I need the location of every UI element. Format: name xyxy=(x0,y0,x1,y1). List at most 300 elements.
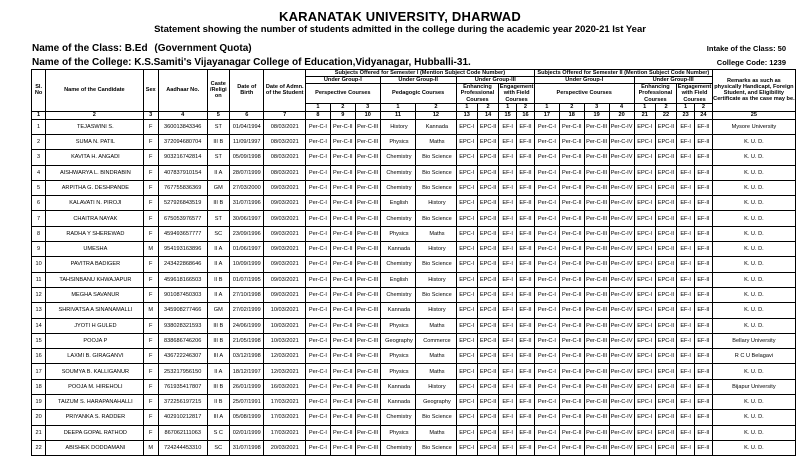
admission-table xyxy=(31,69,796,456)
dob-cell: 05/09/1998 xyxy=(230,150,264,165)
sex-cell: F xyxy=(143,349,158,364)
sl-cell: 16 xyxy=(32,349,46,364)
subject-number: 1 xyxy=(634,103,655,111)
admission-date-cell: 10/03/2021 xyxy=(264,318,306,333)
subject-number: 4 xyxy=(609,103,634,111)
admission-date-cell: 09/03/2021 xyxy=(264,196,306,211)
column-number: 21 xyxy=(634,111,655,119)
remarks-cell: K. U. D. xyxy=(712,272,795,287)
column-number: 10 xyxy=(355,111,380,119)
sem1-ef-2: EF-II xyxy=(517,135,535,150)
sem2-epc-2: EPC-II xyxy=(655,379,676,394)
sem2-ef-1: EF-I xyxy=(677,196,695,211)
dob-cell: 27/02/1999 xyxy=(230,303,264,318)
sem1-persp-2: Per-C-II xyxy=(330,272,355,287)
caste-cell: III B xyxy=(207,379,230,394)
col-sex: Sex xyxy=(143,70,158,112)
sem1-pedagogic-1: Kannada xyxy=(380,395,416,410)
sem2-persp-1: Per-C-I xyxy=(534,180,559,195)
table-row xyxy=(32,257,796,272)
sem2-persp-3: Per-C-III xyxy=(584,440,609,455)
sem2-persp-2: Per-C-II xyxy=(559,440,584,455)
sem1-epc-1: EPC-I xyxy=(456,272,477,287)
sl-cell: 12 xyxy=(32,287,46,302)
sem2-ef-2: EF-II xyxy=(695,165,713,180)
sem2-persp-3: Per-C-III xyxy=(584,257,609,272)
table-row xyxy=(32,180,796,195)
sem2-ef-2: EF-II xyxy=(695,410,713,425)
sem1-epc-2: EPC-II xyxy=(477,287,498,302)
caste-cell: III A xyxy=(207,349,230,364)
sem1-epc-1: EPC-I xyxy=(456,196,477,211)
sem1-persp-1: Per-C-I xyxy=(305,150,330,165)
sem1-epc-2: EPC-II xyxy=(477,379,498,394)
sem1-persp-2: Per-C-II xyxy=(330,242,355,257)
sem1-pedagogic-2: Kannada xyxy=(416,119,456,134)
sex-cell: F xyxy=(143,364,158,379)
caste-cell: II A xyxy=(207,165,230,180)
aadhaar-cell: 761935417807 xyxy=(158,379,207,394)
sem1-pedagogic-2: Maths xyxy=(416,135,456,150)
sem1-epc-1: EPC-I xyxy=(456,333,477,348)
sem1-pedagogic-2: Commerce xyxy=(416,333,456,348)
sem1-pedagogic-1: English xyxy=(380,272,416,287)
sem2-epc-1: EPC-I xyxy=(634,242,655,257)
sem1-persp-3: Per-C-III xyxy=(355,333,380,348)
sem2-epc-2: EPC-II xyxy=(655,135,676,150)
sem1-engagement: Engagement with Field Courses xyxy=(499,84,534,103)
sl-cell: 5 xyxy=(32,180,46,195)
sem2-epc-1: EPC-I xyxy=(634,287,655,302)
sem1-persp-3: Per-C-III xyxy=(355,211,380,226)
sem1-pedagogic-2: Maths xyxy=(416,425,456,440)
remarks-cell: K. U. D. xyxy=(712,180,795,195)
dob-cell: 27/03/2000 xyxy=(230,180,264,195)
table-row xyxy=(32,150,796,165)
college-name: Name of the College: K.S.Samiti's Vijayanagar College of Education,Vidyanagar, Hubballi-31. xyxy=(32,57,471,68)
college-code: College Code: 1239 xyxy=(716,58,786,67)
candidate-name: ARPITHA G. DESHPANDE xyxy=(46,180,143,195)
admission-date-cell: 17/03/2021 xyxy=(264,395,306,410)
column-number: 5 xyxy=(207,111,230,119)
sl-cell: 17 xyxy=(32,364,46,379)
sem2-persp-1: Per-C-I xyxy=(534,425,559,440)
admission-date-cell: 09/03/2021 xyxy=(264,272,306,287)
candidate-name: RADHA Y SHEREWAD xyxy=(46,226,143,241)
dob-cell: 05/08/1999 xyxy=(230,410,264,425)
sem1-pedagogic-2: History xyxy=(416,196,456,211)
sem1-enhancing: Enhancing Professional Courses xyxy=(456,84,499,103)
aadhaar-cell: 253217956150 xyxy=(158,364,207,379)
table-row xyxy=(32,242,796,257)
sem2-ef-1: EF-I xyxy=(677,440,695,455)
sem1-persp-3: Per-C-III xyxy=(355,364,380,379)
sl-cell: 14 xyxy=(32,318,46,333)
sem2-persp-3: Per-C-III xyxy=(584,395,609,410)
sem2-epc-2: EPC-II xyxy=(655,349,676,364)
sex-cell: F xyxy=(143,211,158,226)
admission-date-cell: 17/03/2021 xyxy=(264,425,306,440)
sem2-ef-1: EF-I xyxy=(677,165,695,180)
sem2-ef-2: EF-II xyxy=(695,119,713,134)
sem1-persp-1: Per-C-I xyxy=(305,349,330,364)
sem1-ef-1: EF-I xyxy=(499,242,517,257)
aadhaar-cell: 402910212817 xyxy=(158,410,207,425)
sem1-persp-1: Per-C-I xyxy=(305,257,330,272)
admission-date-cell: 09/03/2021 xyxy=(264,242,306,257)
col-name: Name of the Candidate xyxy=(46,70,143,112)
aadhaar-cell: 724244453310 xyxy=(158,440,207,455)
sem1-ef-1: EF-I xyxy=(499,226,517,241)
sem1-epc-1: EPC-I xyxy=(456,364,477,379)
sem1-epc-2: EPC-II xyxy=(477,257,498,272)
sem1-pedagogic-2: Bio Science xyxy=(416,257,456,272)
sem1-epc-1: EPC-I xyxy=(456,425,477,440)
sem2-persp-3: Per-C-III xyxy=(584,287,609,302)
sex-cell: F xyxy=(143,287,158,302)
sem1-ef-1: EF-I xyxy=(499,257,517,272)
sem2-persp-3: Per-C-III xyxy=(584,211,609,226)
column-number: 18 xyxy=(559,111,584,119)
sem2-persp-4: Per-C-IV xyxy=(609,180,634,195)
sem2-ef-2: EF-II xyxy=(695,180,713,195)
remarks-cell: K. U. D. xyxy=(712,318,795,333)
sem2-persp-3: Per-C-III xyxy=(584,333,609,348)
sem2-persp-4: Per-C-IV xyxy=(609,303,634,318)
sem2-persp-2: Per-C-II xyxy=(559,333,584,348)
sem2-epc-2: EPC-II xyxy=(655,226,676,241)
sem1-ef-2: EF-II xyxy=(517,165,535,180)
sem2-persp-2: Per-C-II xyxy=(559,318,584,333)
sem2-persp-1: Per-C-I xyxy=(534,226,559,241)
sem1-epc-2: EPC-II xyxy=(477,211,498,226)
table-row xyxy=(32,196,796,211)
candidate-name: TAIZUM S. HARAPANAHALLI xyxy=(46,395,143,410)
sem1-ef-2: EF-II xyxy=(517,196,535,211)
sem1-ef-2: EF-II xyxy=(517,349,535,364)
sem1-pedagogic-1: Chemistry xyxy=(380,211,416,226)
sem2-persp-3: Per-C-III xyxy=(584,303,609,318)
aadhaar-cell: 436722246307 xyxy=(158,349,207,364)
sem1-persp-2: Per-C-II xyxy=(330,257,355,272)
sem2-ef-1: EF-I xyxy=(677,211,695,226)
sem1-ef-1: EF-I xyxy=(499,150,517,165)
sem1-pedagogic-2: Bio Science xyxy=(416,410,456,425)
sex-cell: F xyxy=(143,150,158,165)
sem2-group3: Under Group-III xyxy=(634,77,712,84)
sem1-pedagogic-1: Chemistry xyxy=(380,440,416,455)
sem2-persp-1: Per-C-I xyxy=(534,287,559,302)
sem2-persp-1: Per-C-I xyxy=(534,242,559,257)
class-quota: (Government Quota) xyxy=(154,43,252,54)
sl-cell: 19 xyxy=(32,395,46,410)
remarks-cell: K. U. D. xyxy=(712,196,795,211)
sem2-persp-2: Per-C-II xyxy=(559,180,584,195)
dob-cell: 30/06/1997 xyxy=(230,211,264,226)
sem2-epc-2: EPC-II xyxy=(655,287,676,302)
sem1-ef-2: EF-II xyxy=(517,257,535,272)
sem1-pedagogic-1: Chemistry xyxy=(380,287,416,302)
sem2-epc-2: EPC-II xyxy=(655,318,676,333)
sem1-ef-1: EF-I xyxy=(499,395,517,410)
sem1-pedagogic-2: Bio Science xyxy=(416,287,456,302)
sem1-persp-1: Per-C-I xyxy=(305,364,330,379)
sem1-pedagogic-1: Kannada xyxy=(380,303,416,318)
sem1-ef-2: EF-II xyxy=(517,333,535,348)
aadhaar-cell: 767755836369 xyxy=(158,180,207,195)
sem1-group1: Under Group-I xyxy=(305,77,380,84)
sem2-epc-2: EPC-II xyxy=(655,364,676,379)
subject-number: 2 xyxy=(695,103,713,111)
sem2-persp-1: Per-C-I xyxy=(534,379,559,394)
sem2-ef-1: EF-I xyxy=(677,180,695,195)
sem2-epc-1: EPC-I xyxy=(634,211,655,226)
dob-cell: 23/09/1996 xyxy=(230,226,264,241)
sem2-persp-2: Per-C-II xyxy=(559,226,584,241)
sem1-pedagogic-2: History xyxy=(416,379,456,394)
sem2-ef-1: EF-I xyxy=(677,364,695,379)
sem1-epc-1: EPC-I xyxy=(456,242,477,257)
caste-cell: II B xyxy=(207,272,230,287)
column-number: 8 xyxy=(305,111,330,119)
sem1-epc-2: EPC-II xyxy=(477,119,498,134)
sem2-epc-1: EPC-I xyxy=(634,364,655,379)
sem2-persp-1: Per-C-I xyxy=(534,349,559,364)
aadhaar-cell: 459618166503 xyxy=(158,272,207,287)
column-number: 22 xyxy=(655,111,676,119)
dob-cell: 01/07/1995 xyxy=(230,272,264,287)
col-remarks: Remarks as such as physically Handicapt, Foreign Student, and Eligibility Certificate as the case may be. xyxy=(712,70,795,112)
sem2-persp-2: Per-C-II xyxy=(559,242,584,257)
sem2-persp-4: Per-C-IV xyxy=(609,364,634,379)
column-number: 19 xyxy=(584,111,609,119)
sem2-epc-1: EPC-I xyxy=(634,303,655,318)
sem1-epc-1: EPC-I xyxy=(456,135,477,150)
sem1-persp-3: Per-C-III xyxy=(355,425,380,440)
sem2-persp-4: Per-C-IV xyxy=(609,242,634,257)
caste-cell: III A xyxy=(207,410,230,425)
table-row xyxy=(32,364,796,379)
sem1-epc-1: EPC-I xyxy=(456,257,477,272)
sl-cell: 13 xyxy=(32,303,46,318)
sem1-persp-3: Per-C-III xyxy=(355,226,380,241)
sem1-epc-2: EPC-II xyxy=(477,364,498,379)
sem1-pedagogic-1: Chemistry xyxy=(380,180,416,195)
candidate-name: PAVITRA BADIGER xyxy=(46,257,143,272)
sex-cell: F xyxy=(143,119,158,134)
sem1-ef-1: EF-I xyxy=(499,287,517,302)
sem2-epc-2: EPC-II xyxy=(655,242,676,257)
sem2-persp-4: Per-C-IV xyxy=(609,135,634,150)
sem1-persp-1: Per-C-I xyxy=(305,425,330,440)
aadhaar-cell: 938028321593 xyxy=(158,318,207,333)
sem1-persp-3: Per-C-III xyxy=(355,410,380,425)
sem2-epc-2: EPC-II xyxy=(655,333,676,348)
sem1-epc-2: EPC-II xyxy=(477,333,498,348)
table-row xyxy=(32,318,796,333)
sem1-pedagogic-1: Chemistry xyxy=(380,410,416,425)
sl-cell: 20 xyxy=(32,410,46,425)
sem2-persp-2: Per-C-II xyxy=(559,119,584,134)
sem2-epc-1: EPC-I xyxy=(634,180,655,195)
sem1-persp-2: Per-C-II xyxy=(330,287,355,302)
sem1-persp-3: Per-C-III xyxy=(355,318,380,333)
sem2-enhancing: Enhancing Professional Courses xyxy=(634,84,677,103)
aadhaar-cell: 527926843519 xyxy=(158,196,207,211)
sem1-header: Subjects Offered for Semester I (Mention Subject Code Number) xyxy=(305,70,534,77)
column-number: 16 xyxy=(517,111,535,119)
sem2-ef-1: EF-I xyxy=(677,425,695,440)
column-number-row xyxy=(32,111,796,119)
sem1-persp-3: Per-C-III xyxy=(355,272,380,287)
dob-cell: 31/07/1998 xyxy=(230,440,264,455)
admission-date-cell: 20/03/2021 xyxy=(264,440,306,455)
sem2-persp-4: Per-C-IV xyxy=(609,425,634,440)
sem1-pedagogic-1: English xyxy=(380,196,416,211)
candidate-name: KALAVATI N. PIROJI xyxy=(46,196,143,211)
remarks-cell: K. U. D. xyxy=(712,211,795,226)
sem2-ef-1: EF-I xyxy=(677,395,695,410)
sem1-persp-1: Per-C-I xyxy=(305,440,330,455)
sem2-ef-1: EF-I xyxy=(677,318,695,333)
sem1-persp-2: Per-C-II xyxy=(330,333,355,348)
table-row xyxy=(32,303,796,318)
sem2-persp-2: Per-C-II xyxy=(559,395,584,410)
sl-cell: 1 xyxy=(32,119,46,134)
column-number: 11 xyxy=(380,111,416,119)
sl-cell: 11 xyxy=(32,272,46,287)
sem2-ef-2: EF-II xyxy=(695,349,713,364)
sem1-epc-2: EPC-II xyxy=(477,303,498,318)
dob-cell: 21/05/1998 xyxy=(230,333,264,348)
sem2-persp-1: Per-C-I xyxy=(534,272,559,287)
sem1-pedagogic-1: Physics xyxy=(380,226,416,241)
col-dob: Date of Birth xyxy=(230,70,264,112)
dob-cell: 01/04/1994 xyxy=(230,119,264,134)
sem2-epc-2: EPC-II xyxy=(655,211,676,226)
sem1-ef-2: EF-II xyxy=(517,440,535,455)
caste-cell: SC xyxy=(207,440,230,455)
candidate-name: SOUMYA B. KALLIGANUR xyxy=(46,364,143,379)
sem2-persp-2: Per-C-II xyxy=(559,379,584,394)
sem1-pedagogic-2: History xyxy=(416,303,456,318)
sem1-epc-1: EPC-I xyxy=(456,211,477,226)
admission-date-cell: 10/03/2021 xyxy=(264,333,306,348)
remarks-cell: K. U. D. xyxy=(712,257,795,272)
sem1-ef-1: EF-I xyxy=(499,379,517,394)
sex-cell: F xyxy=(143,135,158,150)
sem1-persp-2: Per-C-II xyxy=(330,410,355,425)
sem1-ef-1: EF-I xyxy=(499,135,517,150)
sl-cell: 7 xyxy=(32,211,46,226)
remarks-cell: K. U. D. xyxy=(712,440,795,455)
sem2-ef-2: EF-II xyxy=(695,135,713,150)
table-header xyxy=(32,70,796,120)
sem1-ef-1: EF-I xyxy=(499,410,517,425)
sem1-persp-1: Per-C-I xyxy=(305,226,330,241)
sem1-ef-1: EF-I xyxy=(499,425,517,440)
candidate-name: POOJA M. HIREHOLI xyxy=(46,379,143,394)
sem1-persp-1: Per-C-I xyxy=(305,318,330,333)
aadhaar-cell: 903216742814 xyxy=(158,150,207,165)
sem1-persp-3: Per-C-III xyxy=(355,242,380,257)
column-number: 6 xyxy=(230,111,264,119)
sem2-epc-2: EPC-II xyxy=(655,395,676,410)
table-row xyxy=(32,211,796,226)
sl-cell: 22 xyxy=(32,440,46,455)
sem1-ef-2: EF-II xyxy=(517,211,535,226)
sem2-ef-2: EF-II xyxy=(695,425,713,440)
sem1-pedagogic-1: Physics xyxy=(380,318,416,333)
aadhaar-cell: 459493657777 xyxy=(158,226,207,241)
sem2-persp-4: Per-C-IV xyxy=(609,150,634,165)
sem1-persp-2: Per-C-II xyxy=(330,440,355,455)
sem1-group3: Under Group-III xyxy=(456,77,534,84)
sem2-ef-2: EF-II xyxy=(695,333,713,348)
sem2-persp-2: Per-C-II xyxy=(559,165,584,180)
sem2-persp-2: Per-C-II xyxy=(559,364,584,379)
sem2-persp-2: Per-C-II xyxy=(559,425,584,440)
candidate-name: TAHSINBANU KHWAJAPUR xyxy=(46,272,143,287)
sem2-persp-1: Per-C-I xyxy=(534,196,559,211)
sem1-persp-1: Per-C-I xyxy=(305,196,330,211)
sem2-persp-3: Per-C-III xyxy=(584,318,609,333)
sem2-persp-1: Per-C-I xyxy=(534,150,559,165)
sem2-persp-4: Per-C-IV xyxy=(609,395,634,410)
dob-cell: 01/06/1997 xyxy=(230,242,264,257)
sem1-epc-1: EPC-I xyxy=(456,410,477,425)
sem2-epc-1: EPC-I xyxy=(634,257,655,272)
sem2-persp-3: Per-C-III xyxy=(584,242,609,257)
remarks-cell: K. U. D. xyxy=(712,287,795,302)
remarks-cell: Bellary University xyxy=(712,333,795,348)
sem1-ef-1: EF-I xyxy=(499,180,517,195)
sem2-epc-2: EPC-II xyxy=(655,119,676,134)
sem2-epc-1: EPC-I xyxy=(634,410,655,425)
table-row xyxy=(32,165,796,180)
sem2-persp-3: Per-C-III xyxy=(584,379,609,394)
candidate-name: TEJASWINI S. xyxy=(46,119,143,134)
sem2-persp-1: Per-C-I xyxy=(534,440,559,455)
sem2-ef-1: EF-I xyxy=(677,303,695,318)
sem1-persp-3: Per-C-III xyxy=(355,303,380,318)
sem1-epc-2: EPC-II xyxy=(477,150,498,165)
sem1-persp-1: Per-C-I xyxy=(305,287,330,302)
sem2-ef-2: EF-II xyxy=(695,440,713,455)
sem1-pedagogic-1: Chemistry xyxy=(380,165,416,180)
sex-cell: M xyxy=(143,440,158,455)
subject-number: 1 xyxy=(380,103,416,111)
sem1-ef-2: EF-II xyxy=(517,303,535,318)
sem1-ef-1: EF-I xyxy=(499,165,517,180)
sem2-epc-2: EPC-II xyxy=(655,196,676,211)
sl-cell: 2 xyxy=(32,135,46,150)
sem2-persp-4: Per-C-IV xyxy=(609,379,634,394)
sem2-persp-2: Per-C-II xyxy=(559,410,584,425)
sem2-ef-2: EF-II xyxy=(695,196,713,211)
caste-cell: ST xyxy=(207,211,230,226)
sem1-pedagogic-2: Bio Science xyxy=(416,150,456,165)
sem2-ef-1: EF-I xyxy=(677,226,695,241)
sem1-ef-1: EF-I xyxy=(499,211,517,226)
sem1-epc-1: EPC-I xyxy=(456,379,477,394)
sem2-persp-2: Per-C-II xyxy=(559,257,584,272)
admission-date-cell: 16/03/2021 xyxy=(264,379,306,394)
sem2-epc-2: EPC-II xyxy=(655,410,676,425)
sem2-persp-3: Per-C-III xyxy=(584,165,609,180)
class-label: Name of the Class: B.Ed xyxy=(32,43,148,54)
sem1-pedagogic-1: Kannada xyxy=(380,379,416,394)
